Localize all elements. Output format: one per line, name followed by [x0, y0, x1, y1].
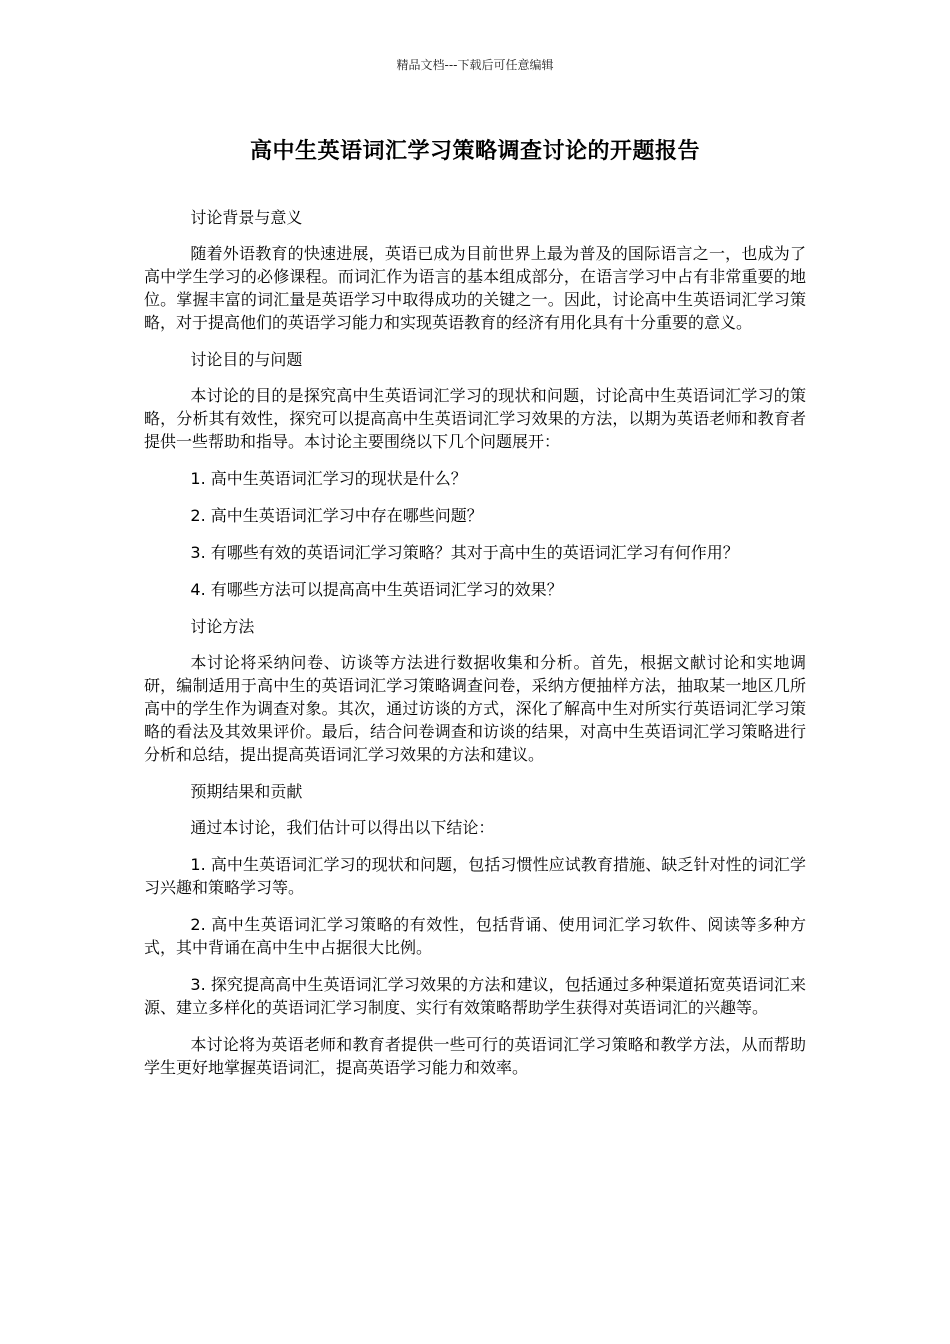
- document-title: 高中生英语词汇学习策略调查讨论的开题报告: [249, 139, 700, 164]
- paragraph-background: 随着外语教育的快速进展，英语已成为目前世界上最为普及的国际语言之一，也成为了高中学生学习的必修课程。而词汇作为语言的基本组成部分，在语言学习中占有非常重要的地位。掌握丰富的词汇量是英语学习中取得成功的关键之一。因此，讨论高中生英语词汇学习策略，对于提高他们的英语学习能力和实现英语教育的经济有用化具有十分重要的意义。: [144, 244, 806, 332]
- paragraph-method: 本讨论将采纳问卷、访谈等方法进行数据收集和分析。首先，根据文献讨论和实地调研，编制适用于高中生的英语词汇学习策略调查问卷，采纳方便抽样方法，抽取某一地区几所高中的学生作为调查对象。其次，通过访谈的方式，深化了解高中生对所实行英语词汇学习策略的看法及其效果评价。最后，结合问卷调查和访谈的结果，对高中生英语词汇学习策略进行分析和总结，提出提高英语词汇学习效果的方法和建议。: [144, 653, 806, 764]
- header-note: 精品文档---下载后可任意编辑: [396, 58, 554, 72]
- paragraph-closing: 本讨论将为英语老师和教育者提供一些可行的英语词汇学习策略和教学方法，从而帮助学生更好地掌握英语词汇，提高英语学习能力和效率。: [144, 1035, 806, 1077]
- section-heading-results: 预期结果和贡献: [190, 782, 303, 801]
- conclusion-item: 3. 探究提高高中生英语词汇学习效果的方法和建议，包括通过多种渠道拓宽英语词汇来源、建立多样化的英语词汇学习制度、实行有效策略帮助学生获得对英语词汇的兴趣等。: [144, 975, 806, 1017]
- question-item: 2. 高中生英语词汇学习中存在哪些问题？: [190, 506, 483, 525]
- paragraph-results-intro: 通过本讨论，我们估计可以得出以下结论：: [190, 818, 495, 837]
- question-item: 1. 高中生英语词汇学习的现状是什么？: [190, 469, 467, 488]
- document-body: [144, 206, 806, 1093]
- question-item: 4. 有哪些方法可以提高高中生英语词汇学习的效果？: [190, 580, 563, 599]
- question-item: 3. 有哪些有效的英语词汇学习策略？其对于高中生的英语词汇学习有何作用？: [190, 543, 739, 562]
- conclusion-item: 1. 高中生英语词汇学习的现状和问题，包括习惯性应试教育措施、缺乏针对性的词汇学习兴趣和策略学习等。: [144, 855, 806, 897]
- conclusion-item: 2. 高中生英语词汇学习策略的有效性，包括背诵、使用词汇学习软件、阅读等多种方式，其中背诵在高中生中占据很大比例。: [144, 915, 806, 957]
- section-heading-background: 讨论背景与意义: [190, 208, 303, 227]
- section-heading-method: 讨论方法: [190, 617, 255, 636]
- section-heading-purpose: 讨论目的与问题: [190, 350, 303, 369]
- paragraph-purpose: 本讨论的目的是探究高中生英语词汇学习的现状和问题，讨论高中生英语词汇学习的策略，分析其有效性，探究可以提高高中生英语词汇学习效果的方法，以期为英语老师和教育者提供一些帮助和指导。本讨论主要围绕以下几个问题展开：: [144, 386, 806, 451]
